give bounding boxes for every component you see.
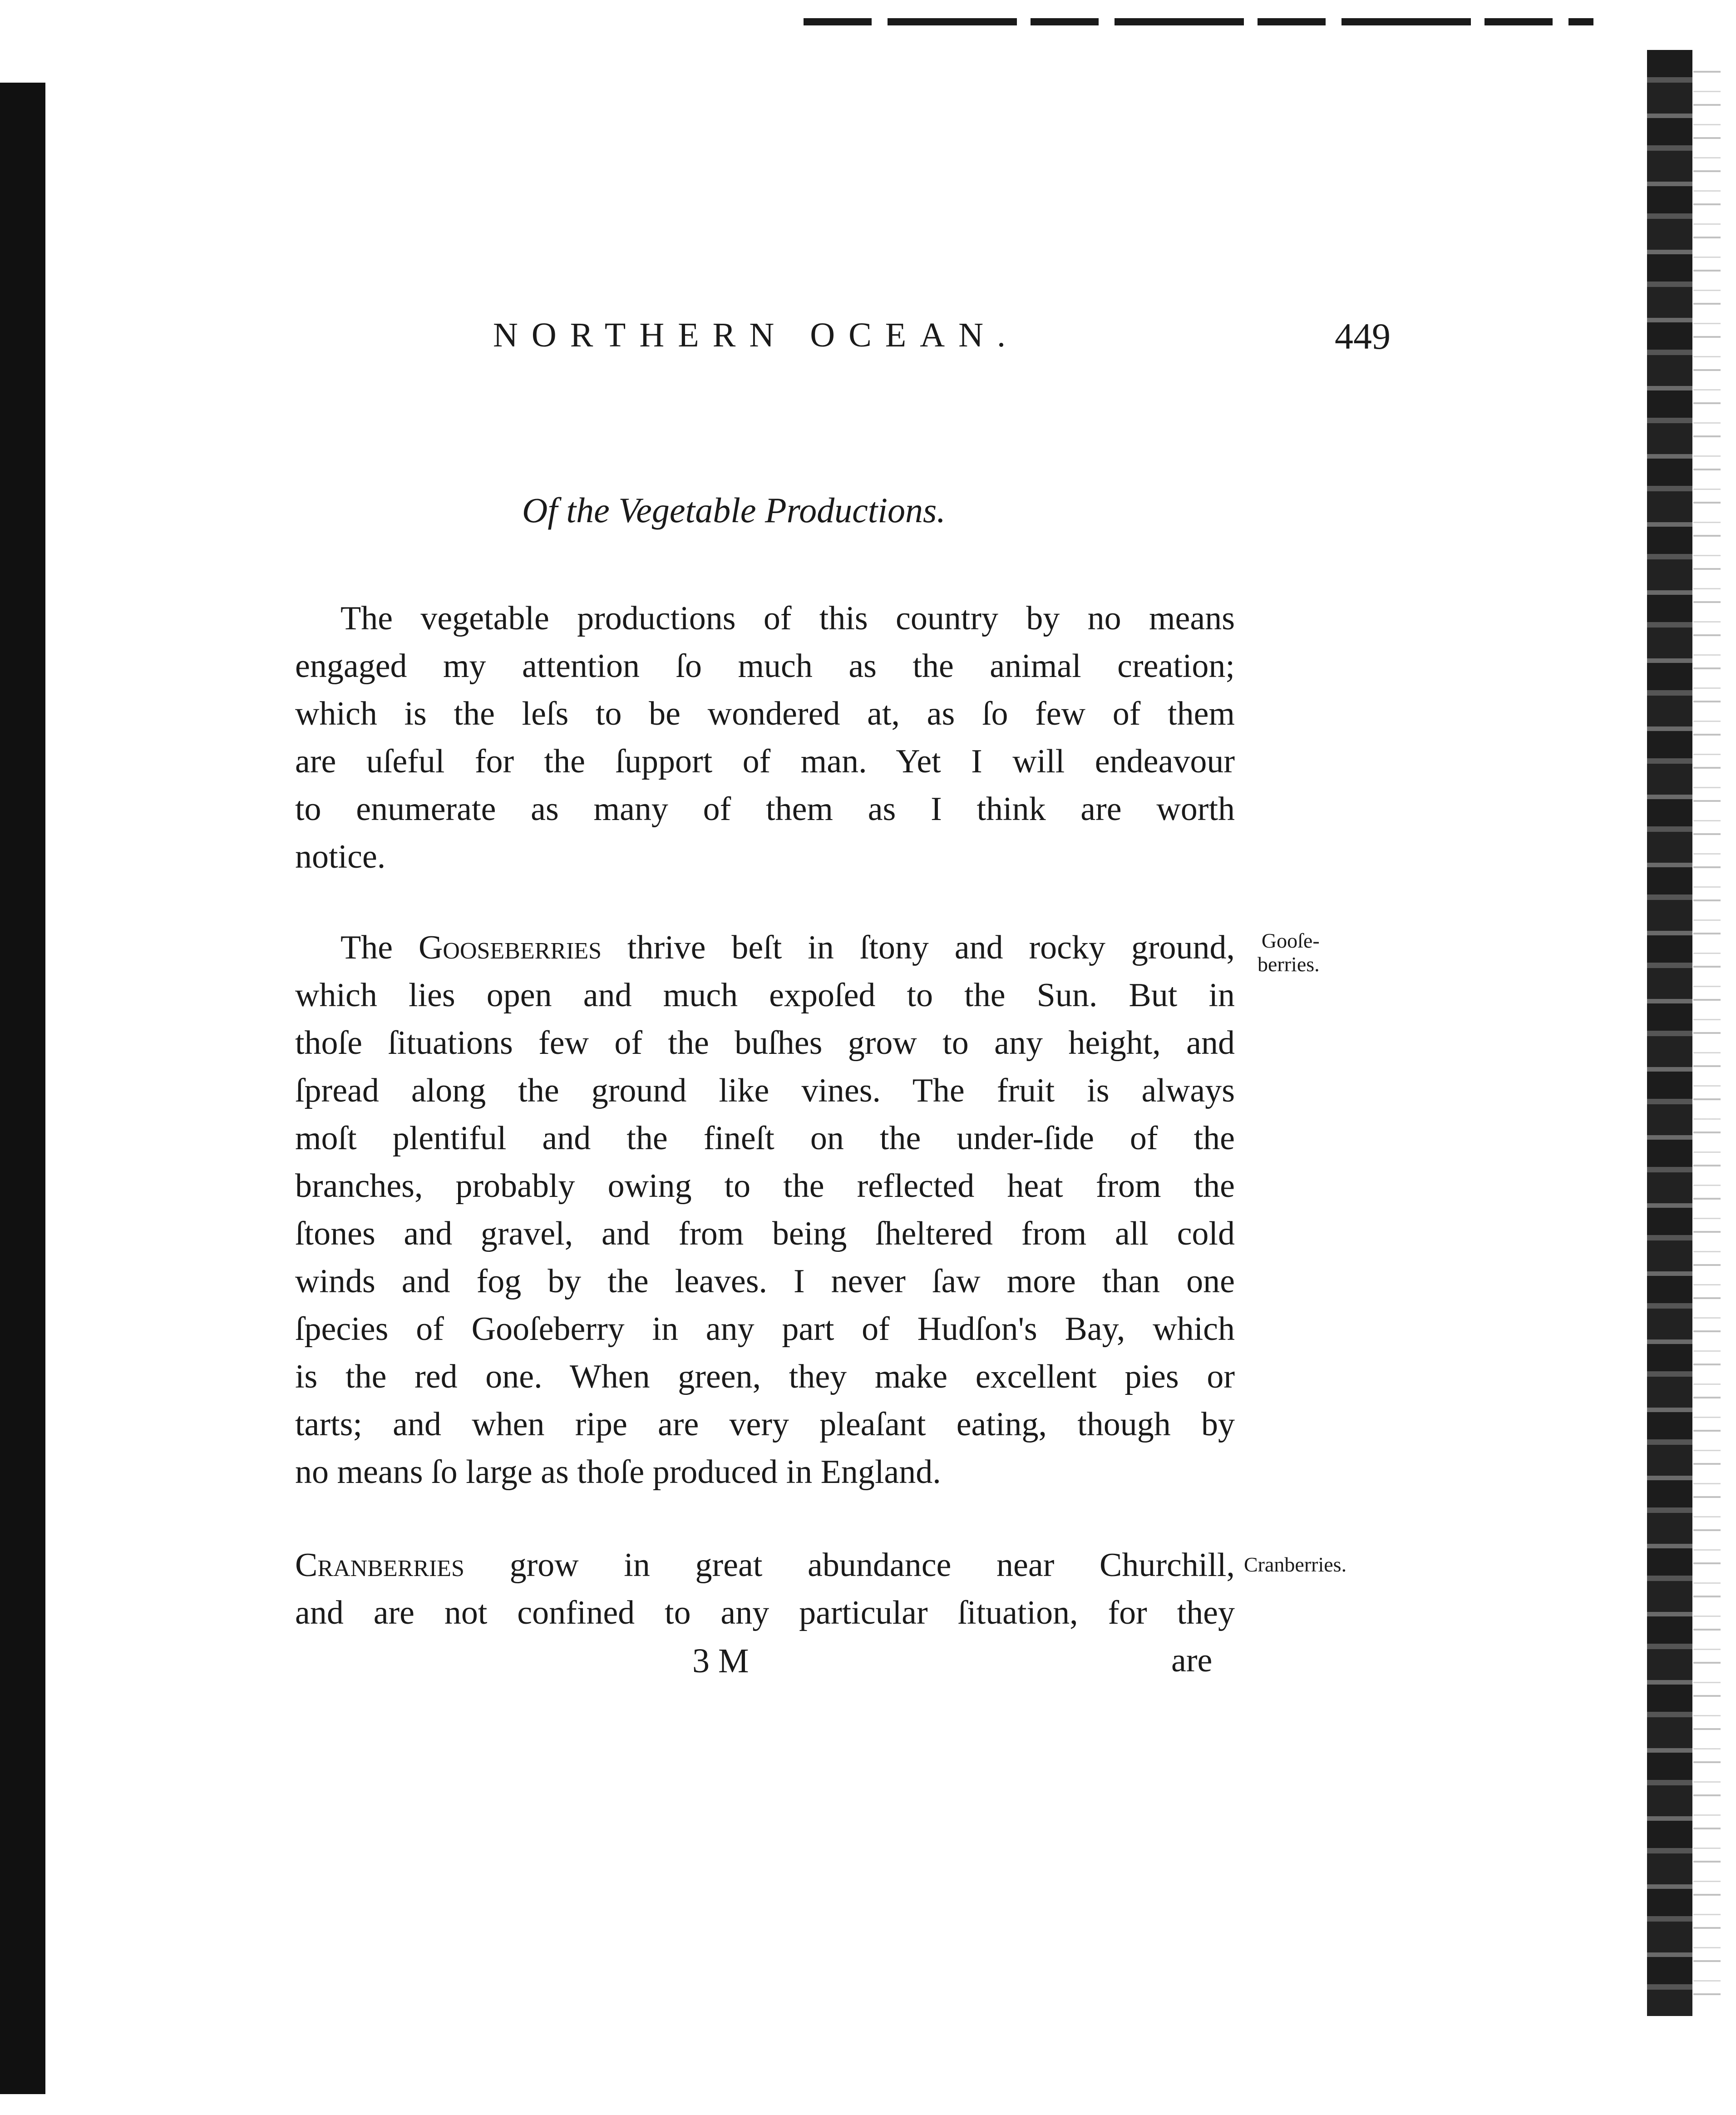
text-line: ſtones and gravel, and from being ſheltered from all cold xyxy=(295,1215,1235,1252)
scan-edge-left xyxy=(0,83,45,2094)
page-number: 449 xyxy=(1335,316,1391,357)
text-line xyxy=(295,1542,1235,1589)
signature-mark: 3 M xyxy=(692,1642,749,1680)
text-line: are uſeful for the ſupport of man. Yet I will endeavour xyxy=(295,743,1235,780)
text-fragment: thrive beſt in ſtony and rocky ground, xyxy=(602,929,1235,966)
text-line: which lies open and much expoſed to the Sun. But in xyxy=(295,977,1235,1014)
text-line: no means ſo large as thoſe produced in England. xyxy=(295,1453,941,1491)
text-fragment: grow in great abundance near Churchill, xyxy=(464,1547,1235,1584)
scan-edge-right-speckle xyxy=(1693,59,1721,2011)
side-note-line: berries. xyxy=(1258,953,1320,976)
paragraph-cranberries xyxy=(295,1542,1235,1637)
scan-edge-top xyxy=(804,18,1593,25)
text-line: which is the leſs to be wondered at, as ſo few of them xyxy=(295,695,1235,732)
text-line: is the red one. When green, they make excellent pies or xyxy=(295,1358,1235,1395)
cranberries-term: Cranberries xyxy=(295,1547,464,1584)
text-line: thoſe ſituations few of the buſhes grow to any height, and xyxy=(295,1024,1235,1062)
side-note-cranberries: Cranberries. xyxy=(1244,1553,1347,1576)
text-line: notice. xyxy=(295,838,386,875)
paragraph-gooseberries xyxy=(295,924,1235,1496)
text-line: ſpecies of Gooſeberry in any part of Hudſon's Bay, which xyxy=(295,1310,1235,1348)
scan-edge-right xyxy=(1647,50,1692,2016)
side-note-line: Gooſe- xyxy=(1261,929,1320,952)
paragraph-intro xyxy=(295,595,1235,881)
text-line: ſpread along the ground like vines. The fruit is always xyxy=(295,1072,1235,1109)
text-line: branches, probably owing to the reflected heat from the xyxy=(295,1167,1235,1205)
text-line: winds and fog by the leaves. I never ſaw more than one xyxy=(295,1263,1235,1300)
running-title: NORTHERN OCEAN. xyxy=(493,316,1019,354)
text-line: to enumerate as many of them as I think are worth xyxy=(295,791,1235,828)
text-line: and are not confined to any particular ſituation, for they xyxy=(295,1594,1235,1631)
text-line: tarts; and when ripe are very pleaſant eating, though by xyxy=(295,1406,1235,1443)
section-heading: Of the Vegetable Productions. xyxy=(522,490,946,530)
text-line: moſt plentiful and the fineſt on the under-ſide of the xyxy=(295,1120,1235,1157)
side-note-gooseberries xyxy=(1258,929,1320,976)
catchword: are xyxy=(1171,1642,1213,1679)
gooseberries-term: Gooseberries xyxy=(418,929,602,966)
text-line: The vegetable productions of this country by no means xyxy=(340,600,1235,637)
text-line: engaged my attention ſo much as the animal creation; xyxy=(295,647,1235,685)
text-line xyxy=(295,924,1235,972)
text-fragment: The xyxy=(340,929,419,966)
